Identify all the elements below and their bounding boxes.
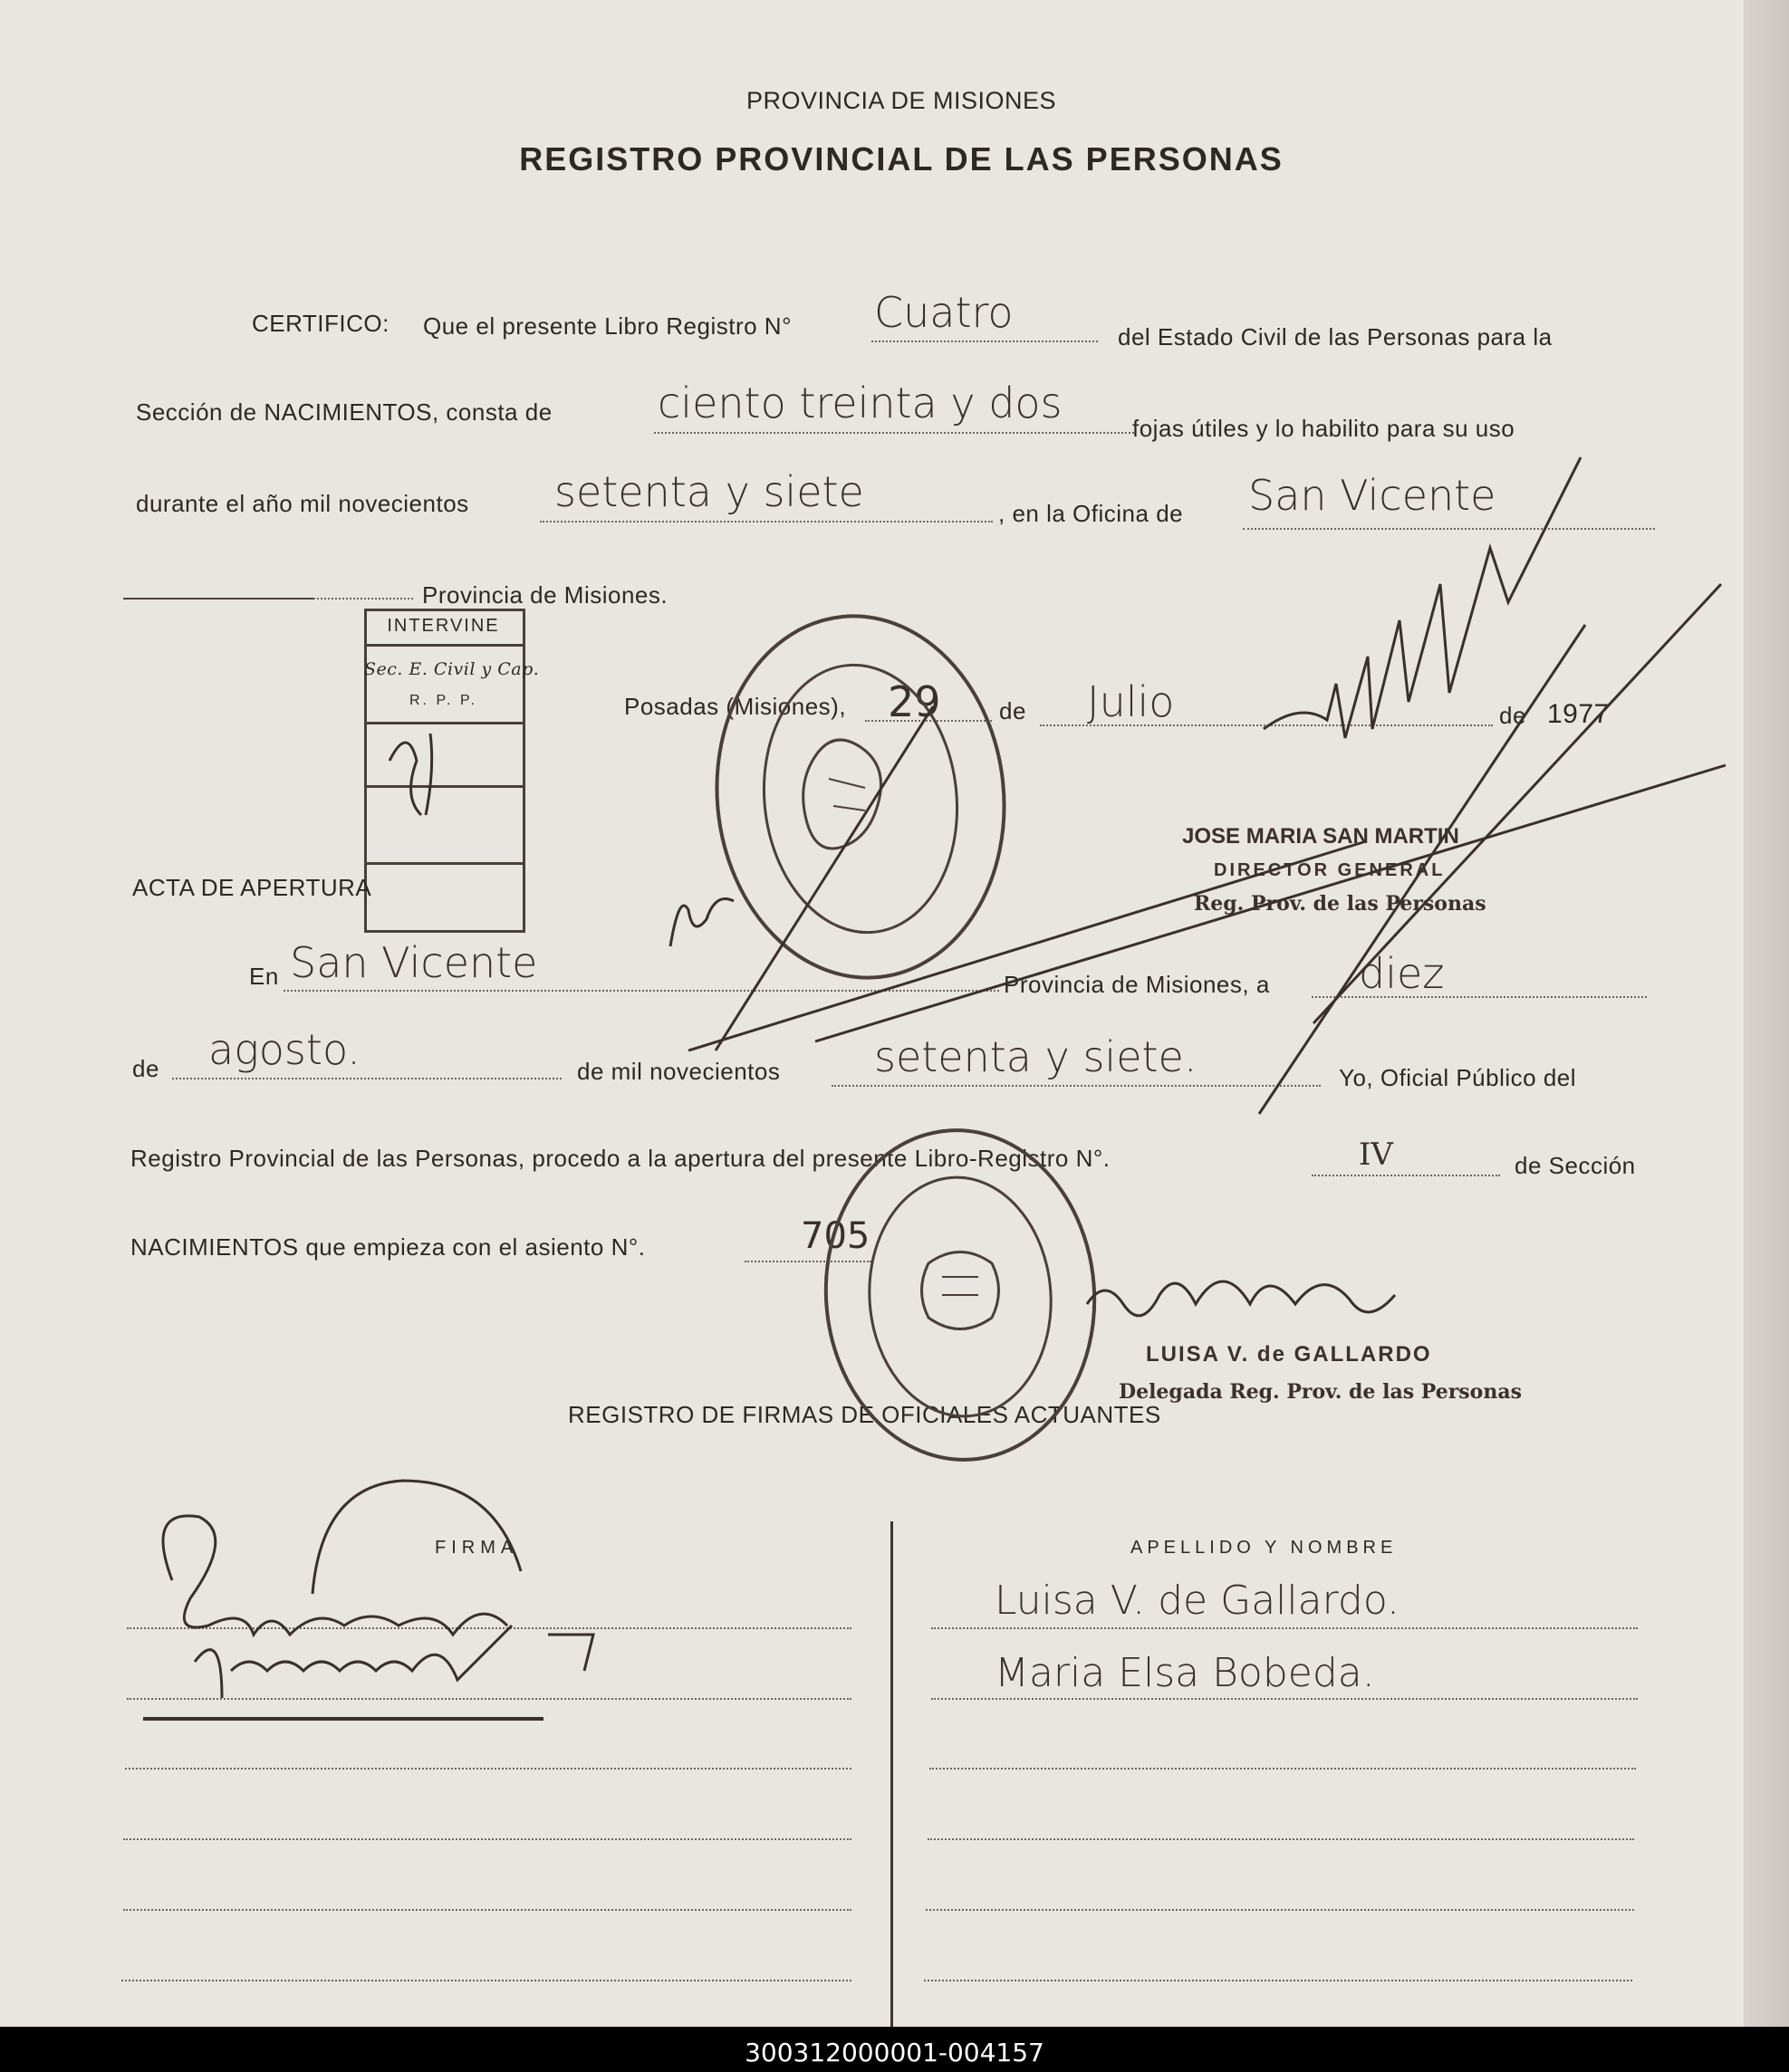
delegate-role: Delegada Reg. Prov. de las Personas xyxy=(1119,1380,1522,1404)
acta-year-line xyxy=(832,1085,1321,1087)
acta-de: de xyxy=(132,1055,159,1082)
nombre-row-line xyxy=(926,1909,1634,1911)
book-number-line xyxy=(871,341,1098,342)
acta-entry-line xyxy=(745,1261,871,1262)
certificate-line3-b: , en la Oficina de xyxy=(998,500,1184,527)
firma-row-line xyxy=(127,1627,851,1629)
office-line xyxy=(1243,528,1655,530)
acta-year-handwritten: setenta y siete. xyxy=(874,1032,1197,1081)
firma-row-line xyxy=(127,1698,851,1700)
director-org: Reg. Prov. de las Personas xyxy=(1194,892,1486,916)
acta-month-line xyxy=(172,1078,562,1079)
acta-yo: Yo, Oficial Público del xyxy=(1339,1064,1577,1091)
firmas-title: REGISTRO DE FIRMAS DE OFICIALES ACTUANTES xyxy=(568,1401,1161,1428)
certifico-label: CERTIFICO: xyxy=(252,310,390,337)
acta-de-mil: de mil novecientos xyxy=(577,1058,781,1085)
year-words-handwritten: setenta y siete xyxy=(554,467,864,516)
acta-provincia: Provincia de Misiones, a xyxy=(1004,971,1270,998)
acta-place-handwritten: San Vicente xyxy=(290,938,538,987)
pages-line xyxy=(654,432,1134,434)
acta-line3-b: de Sección xyxy=(1515,1152,1636,1179)
director-name: JOSE MARIA SAN MARTIN xyxy=(1182,824,1459,849)
firma-row-line xyxy=(123,1838,851,1840)
firma-row-line xyxy=(125,1768,851,1770)
firma-row-line xyxy=(121,1980,851,1981)
certificate-line2-a: Sección de NACIMIENTOS, consta de xyxy=(136,398,553,426)
blank-dotted-line xyxy=(313,598,413,600)
year-number: 1977 xyxy=(1547,699,1610,729)
office-handwritten: San Vicente xyxy=(1248,471,1496,520)
document-title: REGISTRO PROVINCIAL DE LAS PERSONAS xyxy=(519,140,1284,177)
intervine-section: Sec. E. Civil y Cap. xyxy=(364,659,540,679)
nombre-row-line xyxy=(931,1698,1638,1700)
pages-handwritten: ciento treinta y dos xyxy=(658,379,1063,427)
nombre-row-line xyxy=(929,1768,1636,1770)
certificate-line2-b: fojas útiles y lo habilito para su uso xyxy=(1132,415,1515,442)
intervine-box xyxy=(364,609,540,933)
acta-book-line xyxy=(1312,1175,1500,1176)
paper-edge xyxy=(1744,0,1789,2027)
document-id: 300312000001-004157 xyxy=(745,2038,1044,2067)
acta-line4: NACIMIENTOS que empieza con el asiento N°. xyxy=(130,1233,646,1261)
acta-place-line xyxy=(284,990,999,992)
book-number-handwritten: Cuatro xyxy=(874,288,1014,337)
blank-line xyxy=(123,598,313,600)
de-label-2: de xyxy=(1499,702,1526,729)
certificate-line4: Provincia de Misiones. xyxy=(422,581,668,609)
firma-row-line xyxy=(123,1909,851,1911)
intervine-rpp: R. P. P. xyxy=(409,693,477,708)
col-firma-header: FIRMA xyxy=(435,1538,519,1558)
acta-line3-a: Registro Provincial de las Personas, procedo a la apertura del presente Libro-Registro N°. xyxy=(130,1145,1111,1172)
day-handwritten: 29 xyxy=(888,677,941,726)
acta-day-handwritten: diez xyxy=(1359,949,1445,998)
nombre-row-line xyxy=(928,1838,1634,1840)
acta-month-handwritten: agosto. xyxy=(208,1025,361,1074)
director-role: DIRECTOR GENERAL xyxy=(1214,860,1446,880)
certificate-line1-b: del Estado Civil de las Personas para la xyxy=(1118,323,1553,350)
certificate-line1-a: Que el presente Libro Registro N° xyxy=(423,312,792,340)
name-row-1: Luisa V. de Gallardo. xyxy=(995,1578,1399,1624)
year-words-line xyxy=(540,521,993,523)
nombre-row-line xyxy=(924,1980,1632,1981)
column-divider xyxy=(890,1521,893,2027)
province-heading: PROVINCIA DE MISIONES xyxy=(745,87,1057,114)
delegate-name: LUISA V. de GALLARDO xyxy=(1146,1342,1432,1367)
certificate-line3-a: durante el año mil novecientos xyxy=(136,490,469,517)
de-label-1: de xyxy=(999,697,1026,724)
month-handwritten: Julio xyxy=(1087,677,1175,726)
acta-book-roman: IV xyxy=(1359,1137,1393,1173)
name-row-2: Maria Elsa Bobeda. xyxy=(995,1650,1375,1696)
nombre-row-line xyxy=(931,1627,1638,1629)
intervine-label: INTERVINE xyxy=(387,616,500,636)
place-date-label: Posadas (Misiones), xyxy=(624,693,847,720)
acta-title: ACTA DE APERTURA xyxy=(132,874,372,901)
acta-en: En xyxy=(249,963,279,990)
col-nombre-header: APELLIDO Y NOMBRE xyxy=(1130,1538,1398,1558)
acta-entry-handwritten: 705 xyxy=(801,1215,870,1257)
